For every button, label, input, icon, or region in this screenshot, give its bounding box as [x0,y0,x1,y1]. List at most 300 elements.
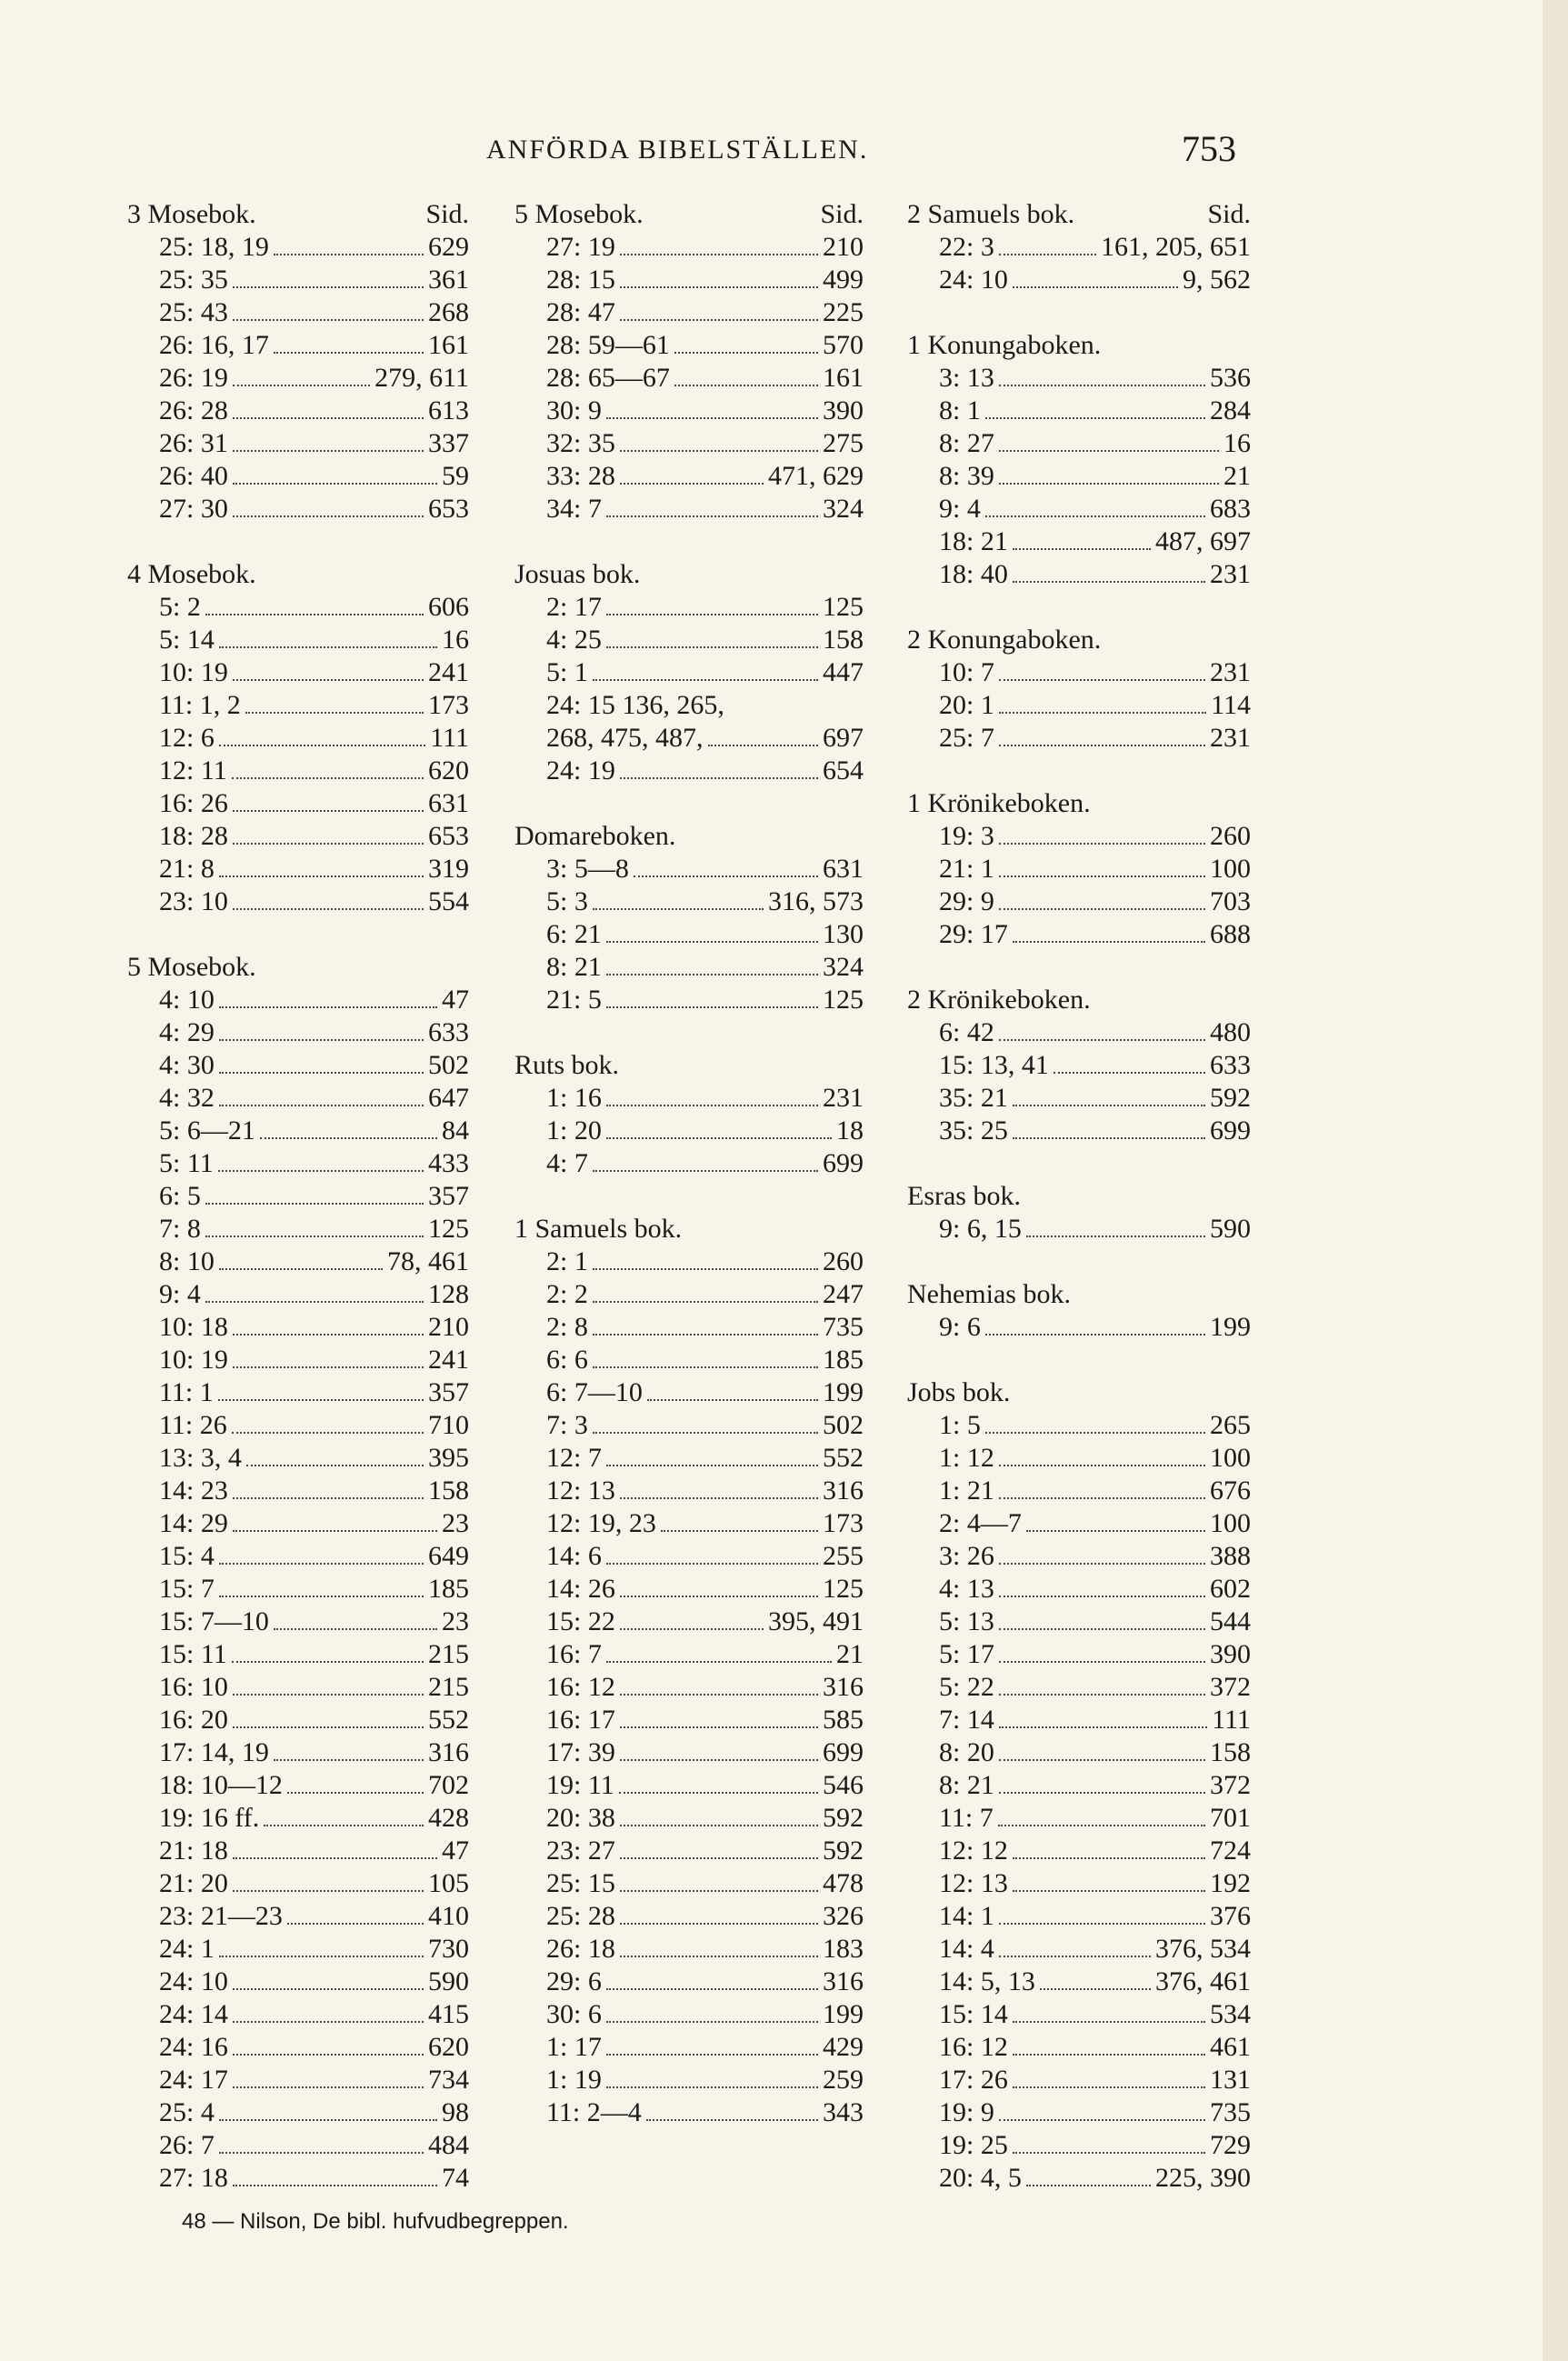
page-reference: 433 [428,1148,469,1178]
index-column-1 [127,198,469,2227]
verse-reference: 23: 21—23 [159,1901,283,1931]
index-entry [907,820,1251,853]
dot-leader [620,1956,818,1957]
verse-reference: 26: 16, 17 [159,330,269,360]
dot-leader [593,908,764,910]
page-reference: 590 [1210,1214,1251,1244]
verse-reference: 6: 21 [546,919,602,949]
index-entry [127,362,469,395]
index-entry [127,689,469,722]
index-entry [514,656,864,689]
page-reference: 487, 697 [1155,526,1251,556]
page-reference: 275 [823,428,864,458]
index-entry [907,918,1251,951]
page-reference: 585 [823,1705,864,1735]
verse-reference: 30: 9 [546,395,602,425]
page-reference: 428 [428,1803,469,1833]
index-entry [514,1736,864,1769]
page-reference: 23 [442,1508,469,1538]
dot-leader [620,1923,818,1925]
page-reference: 78, 461 [387,1246,469,1276]
verse-reference: 25: 15 [546,1868,615,1898]
dot-leader [999,1039,1205,1041]
page-reference: 534 [1210,1999,1251,2029]
index-entry [514,1442,864,1475]
index-entry [907,525,1251,558]
page-reference: 265 [1210,1410,1251,1440]
index-entry [127,1606,469,1638]
verse-reference: 3: 5—8 [546,854,629,884]
dot-leader [999,1726,1207,1728]
page-reference: 316 [823,1966,864,1996]
dot-leader [620,319,818,321]
verse-reference: 8: 21 [939,1770,994,1800]
index-entry [514,1376,864,1409]
dot-leader [999,1694,1205,1696]
dot-leader [999,908,1205,910]
index-entry [907,2096,1251,2129]
dot-leader [593,1268,818,1270]
dot-leader [1013,1137,1205,1139]
index-entry [514,1704,864,1736]
page-reference: 629 [428,232,469,262]
page-reference: 231 [1210,657,1251,687]
book-section [907,1376,1251,2195]
dot-leader [999,450,1219,452]
dot-leader [999,1661,1205,1663]
verse-reference: 16: 17 [546,1705,615,1735]
index-entry [127,591,469,624]
page-reference: 653 [428,821,469,851]
verse-reference: 1: 17 [546,2032,602,2062]
dot-leader [1026,1530,1205,1532]
page-reference: 125 [823,985,864,1015]
page-reference: 390 [1210,1639,1251,1669]
page-reference: 544 [1210,1606,1251,1636]
page-reference: 699 [823,1737,864,1767]
page-reference: 173 [823,1508,864,1538]
index-entry [127,460,469,493]
index-entry [127,1867,469,1900]
verse-reference: 26: 18 [546,1934,615,1964]
index-entry [127,1671,469,1704]
page-reference: 158 [823,625,864,655]
index-entry [514,1966,864,1998]
index-entry [127,427,469,460]
verse-reference: 19: 25 [939,2130,1008,2160]
verse-reference: 5: 2 [159,592,201,622]
dot-leader [620,1596,818,1597]
dot-leader [999,1596,1205,1597]
verse-reference: 3: 13 [939,363,994,393]
book-heading [514,1049,864,1082]
page-reference: 613 [428,395,469,425]
dot-leader [1026,2185,1151,2186]
dot-leader [999,875,1205,877]
page-reference: 478 [823,1868,864,1898]
dot-leader [999,745,1205,746]
dot-leader [287,1792,424,1794]
index-entry [127,722,469,755]
page-reference: 676 [1210,1476,1251,1506]
index-entry [127,885,469,918]
book-heading [907,624,1251,656]
verse-reference: 17: 14, 19 [159,1737,269,1767]
page-reference: 192 [1210,1868,1251,1898]
dot-leader [1013,286,1178,288]
index-entry [127,1016,469,1049]
page-reference: 620 [428,755,469,785]
verse-reference: 29: 17 [939,919,1008,949]
dot-leader [999,2119,1205,2121]
index-entry [907,1311,1251,1344]
page-reference: 279, 611 [375,363,469,393]
index-entry [127,2064,469,2096]
dot-leader [620,1825,818,1826]
dot-leader [634,875,818,877]
index-entry [514,329,864,362]
index-entry [907,656,1251,689]
page-reference: 231 [823,1083,864,1113]
verse-reference: 30: 6 [546,1999,602,2029]
index-entry [514,427,864,460]
index-entry [127,1180,469,1213]
index-entry [907,1082,1251,1115]
dot-leader [274,1628,437,1630]
index-entry [514,689,864,722]
index-entry [127,231,469,264]
index-entry [514,1867,864,1900]
dot-leader [1013,1105,1205,1106]
verse-reference: 35: 21 [939,1083,1008,1113]
index-entry [907,231,1251,264]
index-entry [907,689,1251,722]
index-entry [127,1573,469,1606]
page-reference: 324 [823,494,864,524]
index-entry [127,1704,469,1736]
index-entry [127,1311,469,1344]
dot-leader [233,450,424,452]
index-entry [127,1082,469,1115]
index-entry [127,296,469,329]
verse-reference: 11: 2—4 [546,2097,642,2127]
verse-reference: 24: 15 136, 265, [546,690,724,720]
index-entry [127,1966,469,1998]
index-entry [514,722,864,755]
dot-leader [620,254,818,255]
index-entry [907,1802,1251,1835]
page-reference: 415 [428,1999,469,2029]
index-entry [127,1344,469,1376]
index-entry [907,885,1251,918]
book-section [907,1278,1251,1344]
index-entry [514,1475,864,1507]
index-entry [127,1998,469,2031]
verse-reference: 4: 7 [546,1148,588,1178]
verse-reference: 34: 7 [546,494,602,524]
verse-reference: 28: 65—67 [546,363,670,393]
verse-reference: 16: 12 [546,1672,615,1702]
index-entry [514,1998,864,2031]
verse-reference: 15: 7 [159,1574,215,1604]
verse-reference: 23: 27 [546,1836,615,1866]
verse-reference: 4: 30 [159,1050,215,1080]
verse-reference: 25: 43 [159,297,228,327]
verse-reference: 27: 30 [159,494,228,524]
index-entry [907,395,1251,427]
index-entry [514,231,864,264]
dot-leader [287,1923,424,1925]
page-reference: 259 [823,2065,864,2095]
dot-leader [233,2185,437,2186]
index-entry [127,1736,469,1769]
page-reference: 688 [1210,919,1251,949]
page-reference: 125 [428,1214,469,1244]
verse-reference: 16: 26 [159,788,228,818]
page-reference: 268 [428,297,469,327]
verse-reference: 5: 1 [546,657,588,687]
index-entry [907,558,1251,591]
verse-reference: 25: 4 [159,2097,215,2127]
verse-reference: 17: 26 [939,2065,1008,2095]
verse-reference: 10: 18 [159,1312,228,1342]
index-entry [907,1638,1251,1671]
index-entry [514,1311,864,1344]
dot-leader [606,417,818,419]
dot-leader [999,1563,1205,1565]
dot-leader [233,2021,424,2023]
page-reference: 554 [428,886,469,916]
book-section [514,558,864,787]
page-reference: 47 [442,985,469,1015]
dot-leader [985,1432,1205,1434]
index-entry [127,1802,469,1835]
index-entry [907,264,1251,296]
verse-reference: 1: 12 [939,1443,994,1473]
index-entry [127,1835,469,1867]
index-entry [514,1540,864,1573]
index-entry [907,1213,1251,1246]
verse-reference: 7: 8 [159,1214,201,1244]
dot-leader [985,417,1205,419]
index-entry [127,1475,469,1507]
index-entry [907,2129,1251,2162]
page-reference: 260 [823,1246,864,1276]
page-reference: 343 [823,2097,864,2127]
verse-reference: 26: 40 [159,461,228,491]
page-reference: 21 [836,1639,864,1669]
index-entry [907,722,1251,755]
index-entry [127,1933,469,1966]
page-reference: 590 [428,1966,469,1996]
verse-reference: 21: 8 [159,854,215,884]
index-entry [907,1835,1251,1867]
book-heading [907,787,1251,820]
dot-leader [233,1334,424,1336]
page-column-label: Sid. [1207,199,1251,229]
index-entry [127,1049,469,1082]
book-section [907,1180,1251,1246]
verse-reference: 33: 28 [546,461,615,491]
dot-leader [1013,2152,1205,2154]
page-reference: 210 [428,1312,469,1342]
index-entry [514,2031,864,2064]
index-entry [127,1769,469,1802]
dot-leader [219,1268,383,1270]
verse-reference: 14: 4 [939,1934,994,1964]
dot-leader [999,679,1205,681]
page-reference: 241 [428,1345,469,1375]
verse-reference: 26: 31 [159,428,228,458]
book-section [907,198,1251,296]
index-entry [127,820,469,853]
verse-reference: 2: 4—7 [939,1508,1022,1538]
verse-reference: 9: 4 [939,494,981,524]
index-entry [127,1638,469,1671]
page-reference: 161 [428,330,469,360]
book-heading [907,198,1251,231]
page-reference: 653 [428,494,469,524]
book-heading [127,198,469,231]
verse-reference: 19: 11 [546,1770,614,1800]
verse-reference: 7: 3 [546,1410,588,1440]
page-reference: 447 [823,657,864,687]
dot-leader [233,908,424,910]
verse-reference: 5: 22 [939,1672,994,1702]
verse-reference: 9: 6, 15 [939,1214,1022,1244]
dot-leader [205,1203,424,1205]
dot-leader [620,1694,818,1696]
page-reference: 215 [428,1672,469,1702]
page-reference: 185 [428,1574,469,1604]
index-entry [907,2162,1251,2195]
dot-leader [661,1530,818,1532]
book-title: 4 Mosebok. [127,559,256,589]
verse-reference: 14: 23 [159,1476,228,1506]
verse-reference: 16: 20 [159,1705,228,1735]
dot-leader [620,1759,818,1761]
dot-leader [620,1857,818,1859]
book-heading [907,329,1251,362]
verse-reference: 6: 42 [939,1017,994,1047]
book-section [514,1049,864,1180]
verse-reference: 24: 10 [939,265,1008,295]
verse-reference: 18: 10—12 [159,1770,283,1800]
page-reference: 16 [1223,428,1251,458]
dot-leader [999,1923,1205,1925]
page-number: 753 [1182,128,1236,169]
verse-reference: 14: 29 [159,1508,228,1538]
page-reference: 357 [428,1181,469,1211]
index-entry [127,755,469,787]
index-entry [127,984,469,1016]
index-entry [127,1213,469,1246]
index-entry [907,1671,1251,1704]
dot-leader [205,614,424,615]
dot-leader [219,2119,437,2121]
dot-leader [999,254,1096,255]
dot-leader [999,843,1205,845]
page-reference: 729 [1210,2130,1251,2160]
verse-reference: 19: 9 [939,2097,994,2127]
dot-leader [219,2152,424,2154]
book-title: Esras bok. [907,1181,1021,1211]
dot-leader [999,385,1205,386]
page-reference: 100 [1210,854,1251,884]
verse-reference: 9: 4 [159,1279,201,1309]
book-section [127,558,469,918]
page-reference: 735 [1210,2097,1251,2127]
page-reference: 376 [1210,1901,1251,1931]
dot-leader [274,352,424,354]
verse-reference: 28: 59—61 [546,330,670,360]
dot-leader [593,1366,818,1368]
verse-reference: 9: 6 [939,1312,981,1342]
dot-leader [219,1072,424,1074]
index-entry [907,1049,1251,1082]
page-reference: 326 [823,1901,864,1931]
book-title: 5 Mosebok. [127,952,256,982]
book-section [514,198,864,525]
dot-leader [1013,941,1205,943]
verse-reference: 14: 6 [546,1541,602,1571]
dot-leader [219,1596,424,1597]
page-reference: 734 [428,2065,469,2095]
index-entry [127,1409,469,1442]
verse-reference: 10: 7 [939,657,994,687]
book-section [907,329,1251,591]
dot-leader [999,1628,1205,1630]
dot-leader [620,483,764,485]
book-title: Jobs bok. [907,1377,1011,1407]
index-entry [514,362,864,395]
verse-reference: 19: 16 ff. [159,1803,260,1833]
index-entry [514,1769,864,1802]
verse-reference: 24: 16 [159,2032,228,2062]
page-reference: 390 [823,395,864,425]
verse-reference: 14: 1 [939,1901,994,1931]
verse-reference: 5: 14 [159,625,215,655]
page-column-label: Sid. [425,199,469,229]
page-reference: 183 [823,1934,864,1964]
verse-reference: 21: 1 [939,854,994,884]
dot-leader [205,1236,424,1237]
dot-leader [218,1399,424,1401]
index-entry [514,395,864,427]
dot-leader [606,646,818,648]
dot-leader [232,1432,424,1434]
verse-reference: 20: 38 [546,1803,615,1833]
index-entry [514,1835,864,1867]
index-entry [514,755,864,787]
index-entry [514,984,864,1016]
index-entry [127,395,469,427]
dot-leader [674,385,818,386]
page-reference: 9, 562 [1183,265,1251,295]
dot-leader [219,1105,424,1106]
page-reference: 633 [428,1017,469,1047]
index-entry [514,1606,864,1638]
dot-leader [620,286,818,288]
index-entry [514,2096,864,2129]
page-reference: 372 [1210,1672,1251,1702]
index-entry [907,1016,1251,1049]
book-title: 2 Krönikeboken. [907,985,1091,1015]
verse-reference: 6: 7—10 [546,1377,643,1407]
index-entry [127,1246,469,1278]
page-reference: 592 [823,1803,864,1833]
index-entry [514,1638,864,1671]
